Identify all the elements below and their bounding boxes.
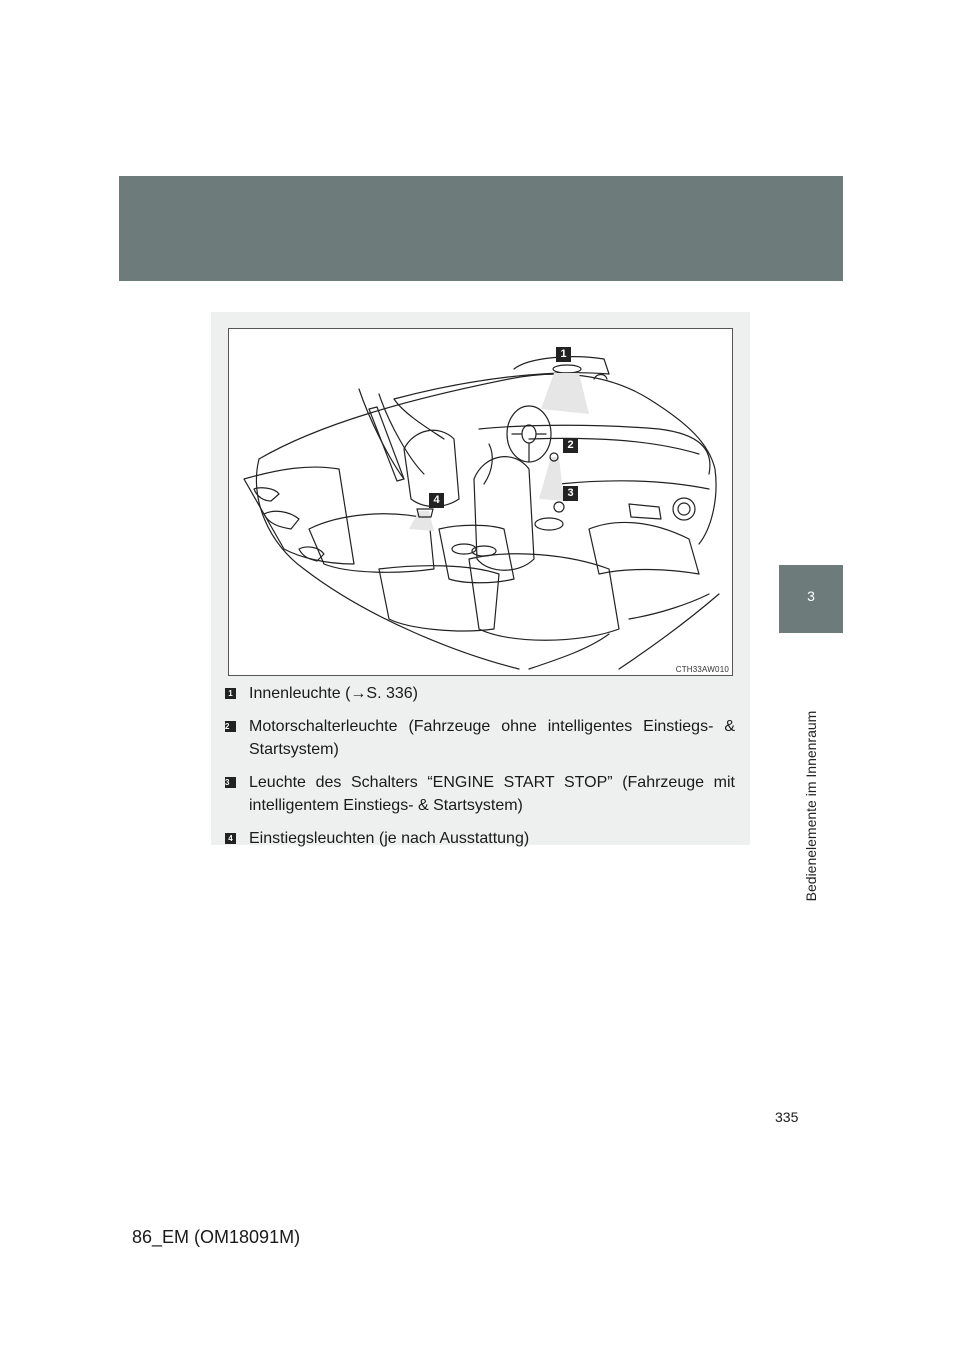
chapter-tab-number: 3 [807,588,815,604]
legend-number-4: 4 [225,833,236,844]
figure-code: CTH33AW010 [675,665,729,674]
callout-2: 2 [563,438,578,453]
legend-text-1: Innenleuchte (→S. 336) [249,685,418,702]
legend-text-2: Motorschalterleuchte (Fahrzeuge ohne intelligentes Einstiegs- & Startsystem) [249,718,735,758]
legend-text-4: Einstiegsleuchten (je nach Ausstattung) [249,830,530,847]
legend-item-1 [225,682,735,705]
callout-1: 1 [556,347,571,362]
footer-code: 86_EM (OM18091M) [132,1227,301,1247]
legend-number-2: 2 [225,721,236,732]
car-interior-drawing [229,329,732,675]
interior-illustration [228,328,733,676]
legend-text-3: Leuchte des Schalters “ENGINE START STOP” (Fahrzeuge mit intelligentem Einstiegs- & Startsystem) [249,774,735,814]
chapter-header [119,176,843,281]
page-number: 335 [775,1109,799,1125]
legend-list [225,682,735,860]
chapter-side-label: Bedienelemente im Innenraum [803,710,819,902]
legend-item-4 [225,827,735,850]
figure-panel [211,312,750,845]
callout-3: 3 [563,486,578,501]
legend-item-3 [225,771,735,817]
chapter-tab [779,565,843,633]
legend-number-1: 1 [225,688,236,699]
legend-number-3: 3 [225,777,236,788]
legend-item-2 [225,715,735,761]
callout-4: 4 [429,493,444,508]
